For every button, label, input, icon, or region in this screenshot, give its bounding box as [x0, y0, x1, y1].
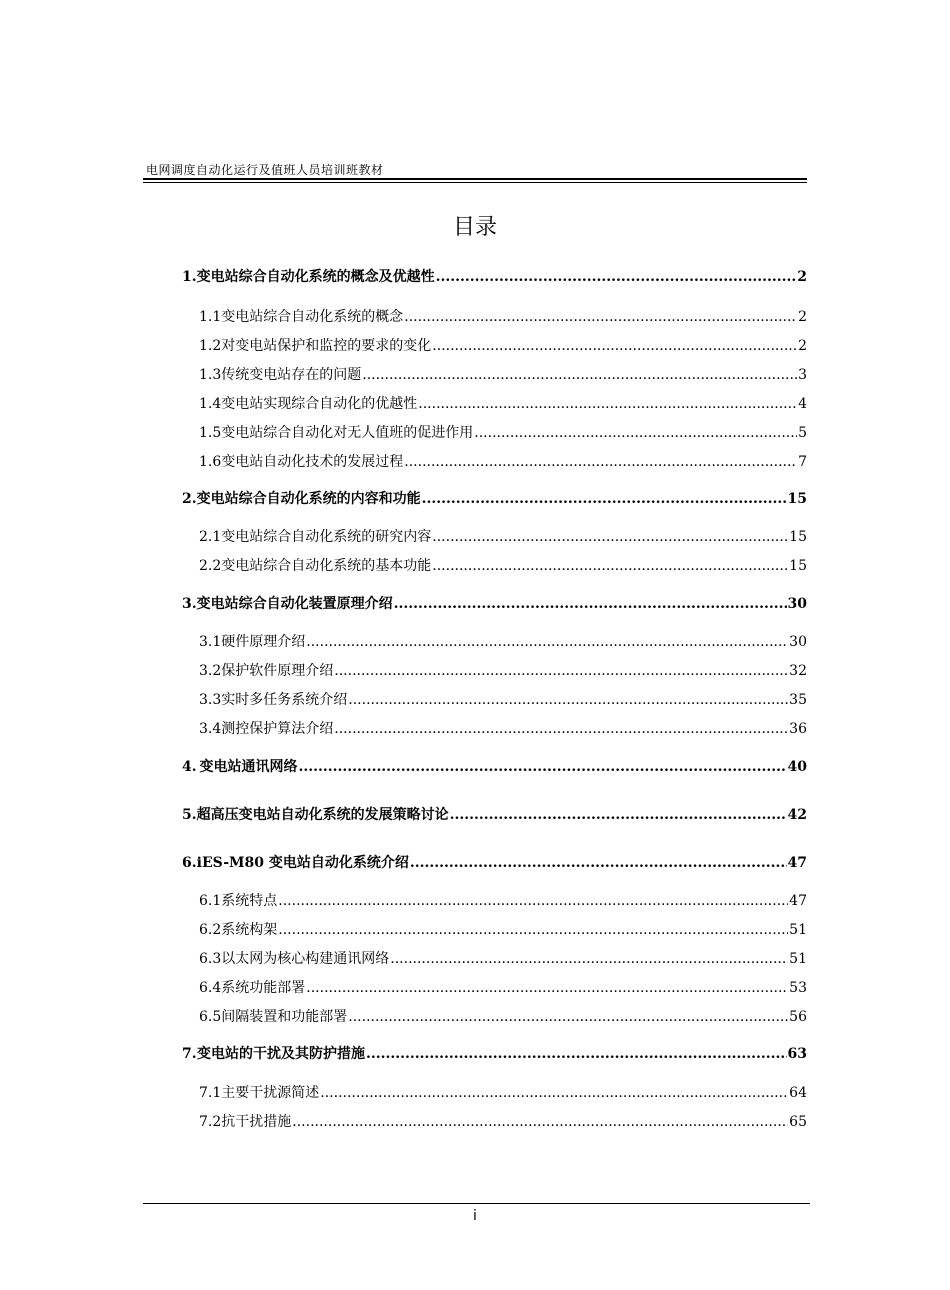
- toc-entry-number: 1.3: [199, 367, 222, 383]
- toc-dot-leader: [404, 454, 797, 470]
- toc-section-entry[interactable]: [199, 948, 807, 968]
- toc-entry-number: 3.3: [199, 692, 222, 708]
- toc-dot-leader: [278, 922, 788, 938]
- toc-entry-page: 15: [787, 491, 807, 507]
- toc-entry-title: 主要干扰源简述: [221, 1085, 320, 1101]
- toc-dot-leader: [292, 1114, 788, 1130]
- toc-entry-number: 7.: [182, 1046, 197, 1062]
- toc-entry-number: 2.: [182, 491, 197, 507]
- toc-entry-number: 1.: [182, 269, 197, 285]
- toc-entry-number: 7.2: [199, 1114, 222, 1130]
- toc-entry-title: 变电站综合自动化系统的研究内容: [221, 529, 432, 545]
- toc-entry-number: 7.1: [199, 1085, 222, 1101]
- toc-entry-page: 42: [787, 807, 807, 823]
- toc-entry-number: 2.2: [199, 558, 222, 574]
- toc-entry-number: 6.1: [199, 893, 222, 909]
- toc-dot-leader: [306, 980, 788, 996]
- toc-entry-title: 变电站通讯网络: [199, 759, 298, 775]
- toc-chapter-entry[interactable]: [182, 266, 807, 286]
- toc-dot-leader: [298, 759, 786, 775]
- toc-entry-page: 40: [787, 759, 807, 775]
- toc-section-entry[interactable]: [199, 1111, 807, 1131]
- toc-dot-leader: [320, 1085, 788, 1101]
- toc-entry-title: 系统特点: [221, 893, 278, 909]
- toc-entry-number: 1.6: [199, 454, 222, 470]
- toc-entry-number: 1.4: [199, 396, 222, 412]
- toc-entry-number: 6.: [182, 855, 197, 871]
- toc-section-entry[interactable]: [199, 977, 807, 997]
- toc-section-entry[interactable]: [199, 1006, 807, 1026]
- toc-section-entry[interactable]: [199, 660, 807, 680]
- toc-section-entry[interactable]: [199, 555, 807, 575]
- toc-section-entry[interactable]: [199, 335, 807, 355]
- toc-entry-title: 抗干扰措施: [221, 1114, 292, 1130]
- toc-entry-title: 变电站自动化技术的发展过程: [221, 454, 404, 470]
- toc-entry-page: 51: [789, 922, 807, 938]
- toc-entry-page: 51: [789, 951, 807, 967]
- toc-chapter-entry[interactable]: [182, 852, 807, 872]
- toc-entry-page: 5: [798, 425, 807, 441]
- toc-entry-page: 30: [789, 634, 807, 650]
- toc-entry-page: 47: [789, 893, 807, 909]
- footer-rule: [143, 1203, 810, 1204]
- toc-dot-leader: [278, 893, 788, 909]
- toc-entry-title: 变电站的干扰及其防护措施: [197, 1046, 366, 1062]
- toc-entry-title: 变电站综合自动化系统的内容和功能: [196, 491, 421, 507]
- toc-entry-title: iES-M80 变电站自动化系统介绍: [196, 855, 409, 871]
- toc-dot-leader: [362, 367, 797, 383]
- toc-section-entry[interactable]: [199, 364, 807, 384]
- toc-entry-number: 3.1: [199, 634, 222, 650]
- toc-entry-number: 1.2: [199, 338, 222, 354]
- toc-dot-leader: [404, 309, 797, 325]
- toc-entry-title: 以太网为核心构建通讯网络: [221, 951, 390, 967]
- toc-dot-leader: [436, 269, 797, 285]
- toc-entry-title: 变电站综合自动化系统的基本功能: [221, 558, 432, 574]
- toc-dot-leader: [306, 634, 788, 650]
- toc-entry-title: 实时多任务系统介绍: [221, 692, 348, 708]
- toc-entry-number: 1.5: [199, 425, 222, 441]
- toc-dot-leader: [474, 425, 797, 441]
- toc-entry-title: 变电站综合自动化系统的概念: [221, 309, 404, 325]
- toc-dot-leader: [450, 807, 787, 823]
- toc-dot-leader: [366, 1046, 786, 1062]
- toc-dot-leader: [422, 491, 787, 507]
- toc-entry-page: 35: [789, 692, 807, 708]
- toc-section-entry[interactable]: [199, 1082, 807, 1102]
- toc-entry-page: 4: [798, 396, 807, 412]
- toc-entry-number: 4.: [182, 759, 197, 775]
- toc-dot-leader: [348, 692, 788, 708]
- toc-section-entry[interactable]: [199, 689, 807, 709]
- toc-entry-page: 2: [798, 338, 807, 354]
- toc-entry-title: 对变电站保护和监控的要求的变化: [221, 338, 432, 354]
- toc-section-entry[interactable]: [199, 718, 807, 738]
- toc-entry-title: 变电站综合自动化装置原理介绍: [196, 596, 393, 612]
- toc-dot-leader: [334, 721, 788, 737]
- toc-entry-page: 15: [789, 558, 807, 574]
- toc-entry-number: 6.2: [199, 922, 222, 938]
- toc-chapter-entry[interactable]: [182, 804, 807, 824]
- toc-entry-title: 变电站综合自动化对无人值班的促进作用: [221, 425, 474, 441]
- toc-section-entry[interactable]: [199, 451, 807, 471]
- toc-entry-title: 测控保护算法介绍: [221, 721, 334, 737]
- toc-entry-number: 2.1: [199, 529, 222, 545]
- toc-entry-number: 6.3: [199, 951, 222, 967]
- toc-chapter-entry[interactable]: [182, 756, 807, 776]
- toc-entry-page: 15: [789, 529, 807, 545]
- toc-section-entry[interactable]: [199, 306, 807, 326]
- toc-entry-title: 间隔装置和功能部署: [221, 1009, 348, 1025]
- toc-chapter-entry[interactable]: [182, 593, 807, 613]
- toc-entry-page: 64: [789, 1085, 807, 1101]
- toc-chapter-entry[interactable]: [182, 1043, 807, 1063]
- toc-dot-leader: [390, 951, 788, 967]
- toc-entry-number: 3.: [182, 596, 197, 612]
- toc-entry-page: 65: [789, 1114, 807, 1130]
- toc-section-entry[interactable]: [199, 631, 807, 651]
- toc-entry-title: 超高压变电站自动化系统的发展策略讨论: [196, 807, 449, 823]
- header-rule-thick: [143, 178, 807, 180]
- toc-entry-page: 3: [798, 367, 807, 383]
- toc-entry-page: 30: [787, 596, 807, 612]
- toc-entry-page: 7: [798, 454, 807, 470]
- toc-section-entry[interactable]: [199, 393, 807, 413]
- toc-entry-number: 1.1: [199, 309, 222, 325]
- toc-section-entry[interactable]: [199, 919, 807, 939]
- toc-section-entry[interactable]: [199, 422, 807, 442]
- toc-entry-number: 3.4: [199, 721, 222, 737]
- toc-dot-leader: [348, 1009, 788, 1025]
- toc-entry-title: 硬件原理介绍: [221, 634, 306, 650]
- toc-entry-page: 2: [797, 269, 807, 285]
- toc-entry-page: 32: [789, 663, 807, 679]
- toc-dot-leader: [334, 663, 788, 679]
- toc-section-entry[interactable]: [199, 526, 807, 546]
- header-rule-thin: [143, 182, 807, 183]
- toc-entry-title: 变电站综合自动化系统的概念及优越性: [196, 269, 435, 285]
- toc-dot-leader: [432, 529, 788, 545]
- toc-chapter-entry[interactable]: [182, 488, 807, 508]
- footer-page-number: i: [473, 1208, 477, 1224]
- toc-entry-number: 5.: [182, 807, 197, 823]
- toc-entry-page: 53: [789, 980, 807, 996]
- toc-entry-title: 系统构架: [221, 922, 278, 938]
- toc-entry-title: 变电站实现综合自动化的优越性: [221, 396, 418, 412]
- toc-section-entry[interactable]: [199, 890, 807, 910]
- toc-dot-leader: [394, 596, 787, 612]
- toc-entry-number: 3.2: [199, 663, 222, 679]
- toc-dot-leader: [418, 396, 797, 412]
- toc-dot-leader: [432, 338, 797, 354]
- toc-entry-title: 传统变电站存在的问题: [221, 367, 362, 383]
- toc-entry-title: 保护软件原理介绍: [221, 663, 334, 679]
- toc-entry-number: 6.4: [199, 980, 222, 996]
- toc-entry-title: 系统功能部署: [221, 980, 306, 996]
- toc-entry-page: 63: [787, 1046, 807, 1062]
- toc-entry-page: 2: [798, 309, 807, 325]
- toc-title: 目录: [452, 215, 497, 240]
- toc-dot-leader: [432, 558, 788, 574]
- toc-entry-page: 56: [789, 1009, 807, 1025]
- toc-entry-page: 36: [789, 721, 807, 737]
- toc-entry-page: 47: [787, 855, 807, 871]
- running-header: 电网调度自动化运行及值班人员培训班教材: [146, 163, 384, 177]
- toc-entry-number: 6.5: [199, 1009, 222, 1025]
- toc-dot-leader: [410, 855, 787, 871]
